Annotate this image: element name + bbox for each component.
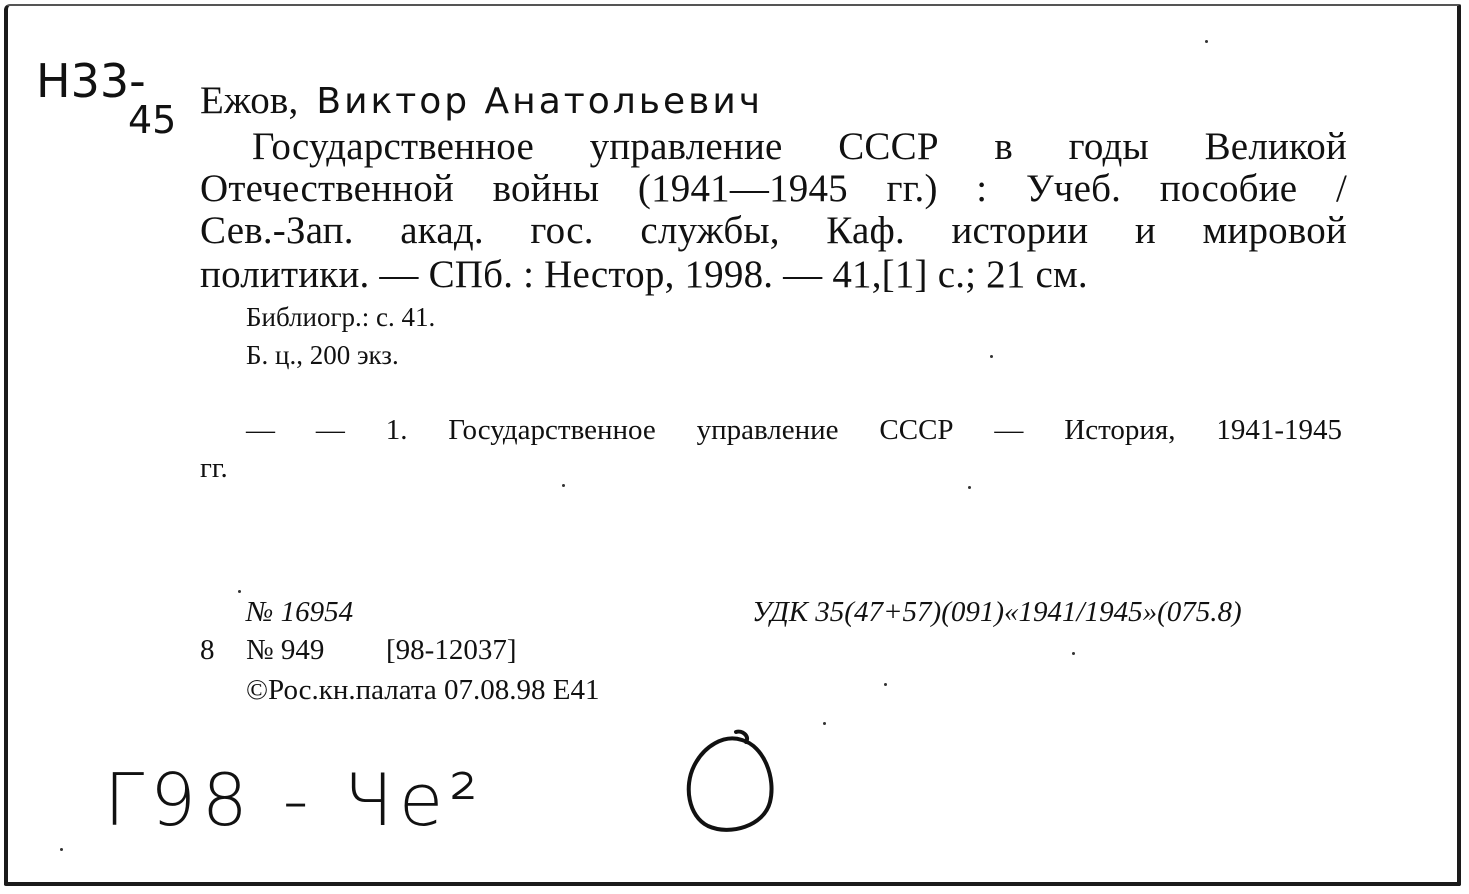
price-copies-note: Б. ц., 200 экз. xyxy=(246,340,399,370)
drawn-circle-icon xyxy=(680,726,780,838)
second-number: № 949 xyxy=(246,634,325,666)
scan-speck xyxy=(968,486,971,489)
scan-speck xyxy=(238,590,241,593)
call-number-line1: Н33- xyxy=(36,54,146,108)
title-line-2 xyxy=(200,166,1347,211)
title-line-4 xyxy=(200,252,1088,297)
author-line xyxy=(200,78,763,123)
scan-speck xyxy=(562,484,565,487)
title-text-3: Сев.-Зап. акад. гос. службы, Каф. истории и мировой xyxy=(200,209,1347,252)
title-text-1: Государственное управление СССР в годы Великой xyxy=(252,125,1347,168)
scan-speck xyxy=(1205,40,1208,43)
bibliography-note: Библиогр.: с. 41. xyxy=(246,302,436,332)
subject-heading-cont: гг. xyxy=(200,452,228,484)
author-printed: Ежов, xyxy=(200,79,299,122)
scan-speck xyxy=(1072,652,1075,655)
number-prefix: 8 xyxy=(200,634,215,666)
bracket-number: [98-12037] xyxy=(386,634,517,666)
scan-speck xyxy=(60,848,63,851)
subject-heading xyxy=(246,414,1342,447)
shelf-mark: Г98 - Че² xyxy=(104,758,485,842)
call-number-line2: 45 xyxy=(128,98,177,142)
title-line-3 xyxy=(200,208,1347,253)
title-line-1 xyxy=(252,124,1347,169)
author-handwritten: Виктор Анатольевич xyxy=(316,81,764,122)
udc-code: УДК 35(47+57)(091)«1941/1945»(075.8) xyxy=(752,596,1242,628)
title-text-4: политики. — СПб. : Нестор, 1998. — 41,[1] с.; 21 см. xyxy=(200,253,1088,296)
call-number-sub xyxy=(128,100,176,140)
subject-text: — — 1. Государственное управление СССР — История, 1941-1945 xyxy=(246,414,1342,446)
scan-speck xyxy=(990,355,993,358)
title-text-2: Отечественной войны (1941—1945 гг.) : Учеб. пособие / xyxy=(200,167,1347,210)
copyright-line: ©Рос.кн.палата 07.08.98 Е41 xyxy=(246,674,600,706)
scan-speck xyxy=(884,683,887,686)
scan-speck xyxy=(823,722,826,725)
record-number: № 16954 xyxy=(246,596,354,628)
